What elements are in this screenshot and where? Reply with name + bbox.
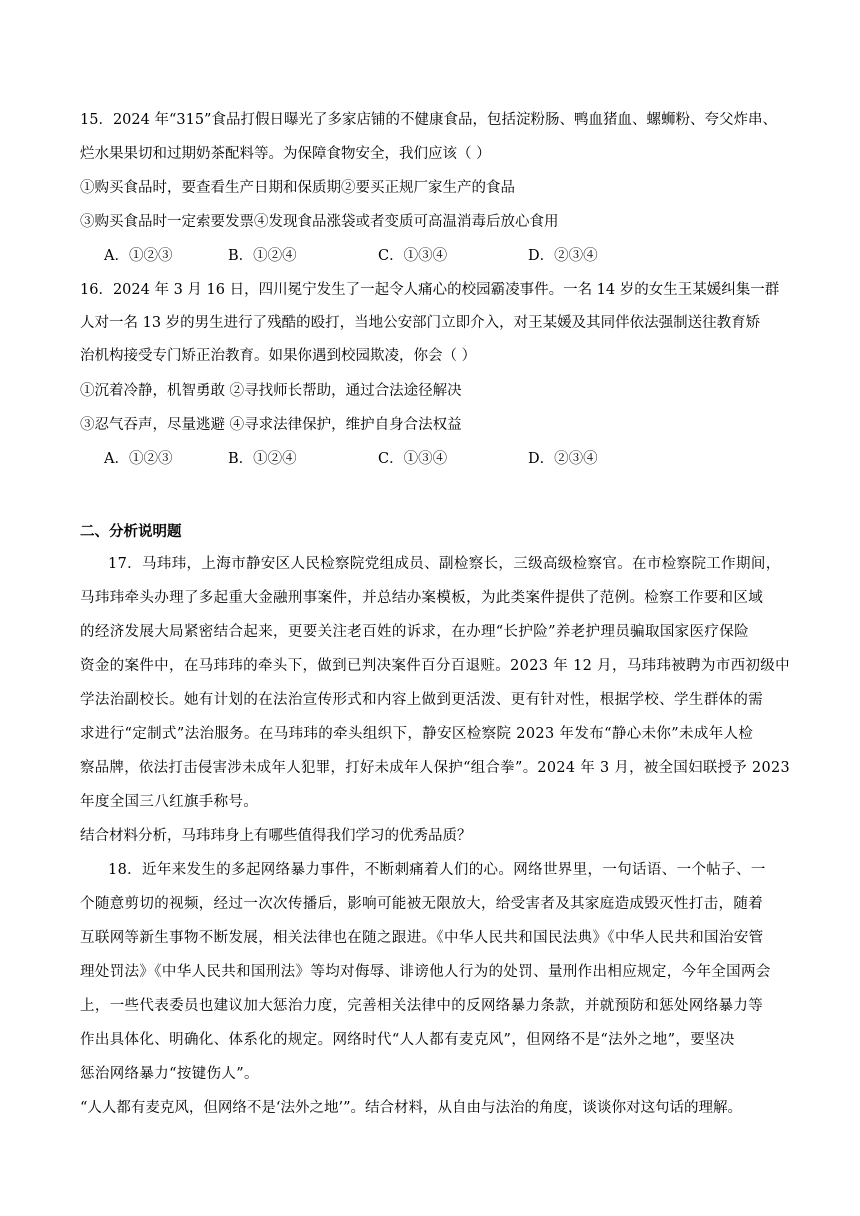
q18-material-line-1: 18．近年来发生的多起网络暴力事件，不断刺痛着人们的心。网络世界里，一句话语、一个帖子、一 (108, 862, 766, 878)
q18-material-line-6: 作出具体化、明确化、体系化的规定。网络时代“人人都有麦克风”，但网络不是“法外之地”，要坚决 (80, 1032, 735, 1048)
q16-option-a: A．①②③ (104, 451, 173, 467)
q18-question: “人人都有麦克风，但网络不是‘法外之地’”。结合材料，从自由与法治的角度，谈谈你对这句话的理解。 (80, 1100, 743, 1116)
q17-material-line-7: 察品牌，依法打击侵害涉未成年人犯罪，打好未成年人保护“组合拳”。2024 年 3 月，被全国妇联授予 2023 (80, 760, 790, 776)
q17-question: 结合材料分析，马玮玮身上有哪些值得我们学习的优秀品质？ (80, 828, 472, 844)
q15-option-d: D．②③④ (528, 248, 598, 264)
q15-option-a: A．①②③ (104, 248, 173, 264)
q16-statement-line-2: ③忍气吞声，尽量逃避 ④寻求法律保护，维护自身合法权益 (80, 417, 462, 433)
q17-material-line-8: 年度全国三八红旗手称号。 (80, 794, 259, 810)
q17-material-line-1: 17．马玮玮，上海市静安区人民检察院党组成员、副检察长，三级高级检察官。在市检察院工作期间， (108, 556, 781, 572)
q18-material-line-2: 个随意剪切的视频，经过一次次传播后，影响可能被无限放大，给受害者及其家庭造成毁灭性打击，随着 (80, 896, 764, 912)
q17-material-line-5: 学法治副校长。她有计划的在法治宣传形式和内容上做到更活泼、更有针对性，根据学校、学生群体的需 (80, 692, 764, 708)
q16-option-b: B．①②④ (228, 451, 297, 467)
q18-material-line-4: 理处罚法》《中华人民共和国刑法》等均对侮辱、诽谤他人行为的处罚、量刑作出相应规定，今年全国两会 (80, 964, 771, 980)
q15-option-b: B．①②④ (228, 248, 297, 264)
q17-material-line-3: 的经济发展大局紧密结合起来，更要关注老百姓的诉求，在办理“长护险”养老护理员骗取国家医疗保险 (80, 624, 749, 640)
q16-statement-line-1: ①沉着冷静，机智勇敢 ②寻找师长帮助，通过合法途径解决 (80, 383, 462, 399)
q16-stem-line-3: 治机构接受专门矫正治教育。如果你遇到校园欺凌，你会（ ） (80, 348, 477, 364)
q18-material-line-7: 惩治网络暴力“按键伤人”。 (80, 1066, 259, 1082)
q17-material-line-2: 马玮玮牵头办理了多起重大金融刑事案件，并总结办案模板，为此类案件提供了范例。检察工作要和区域 (80, 590, 764, 606)
section-2-heading: 二、分析说明题 (80, 524, 182, 540)
q18-material-line-5: 上，一些代表委员也建议加大惩治力度，完善相关法律中的反网络暴力条款，并就预防和惩处网络暴力等 (80, 998, 764, 1014)
q16-stem-line-1: 16．2024 年 3 月 16 日，四川冕宁发生了一起令人痛心的校园霸凌事件。一名 14 岁的女生王某媛纠集一群 (80, 282, 780, 298)
q18-material-line-3: 互联网等新生事物不断发展，相关法律也在随之跟进。《中华人民共和国民法典》《中华人民共和国治安管 (80, 930, 764, 946)
q15-statement-line-2: ③购买食品时一定索要发票④发现食品涨袋或者变质可高温消毒后放心食用 (80, 214, 559, 230)
q15-stem-line-1: 15．2024 年“315”食品打假日曝光了多家店铺的不健康食品，包括淀粉肠、鸭血猪血、螺蛳粉、夸父炸串、 (80, 112, 777, 128)
q16-option-d: D．②③④ (528, 451, 598, 467)
q15-statement-line-1: ①购买食品时，要查看生产日期和保质期②要买正规厂家生产的食品 (80, 180, 515, 196)
q15-stem-line-2: 烂水果果切和过期奶茶配料等。为保障食物安全，我们应该（ ） (80, 146, 491, 162)
q16-stem-line-2: 人对一名 13 岁的男生进行了残酷的殴打，当地公安部门立即介入，对王某媛及其同伴依法强制送往教育矫 (80, 315, 761, 331)
q17-material-line-4: 资金的案件中，在马玮玮的牵头下，做到已判决案件百分百退赃。2023 年 12 月，马玮玮被聘为市西初级中 (80, 658, 790, 674)
q17-material-line-6: 求进行“定制式”法治服务。在马玮玮的牵头组织下，静安区检察院 2023 年发布“静心未你”未成年人检 (80, 726, 754, 742)
q16-option-c: C．①③④ (378, 451, 448, 467)
q15-option-c: C．①③④ (378, 248, 448, 264)
